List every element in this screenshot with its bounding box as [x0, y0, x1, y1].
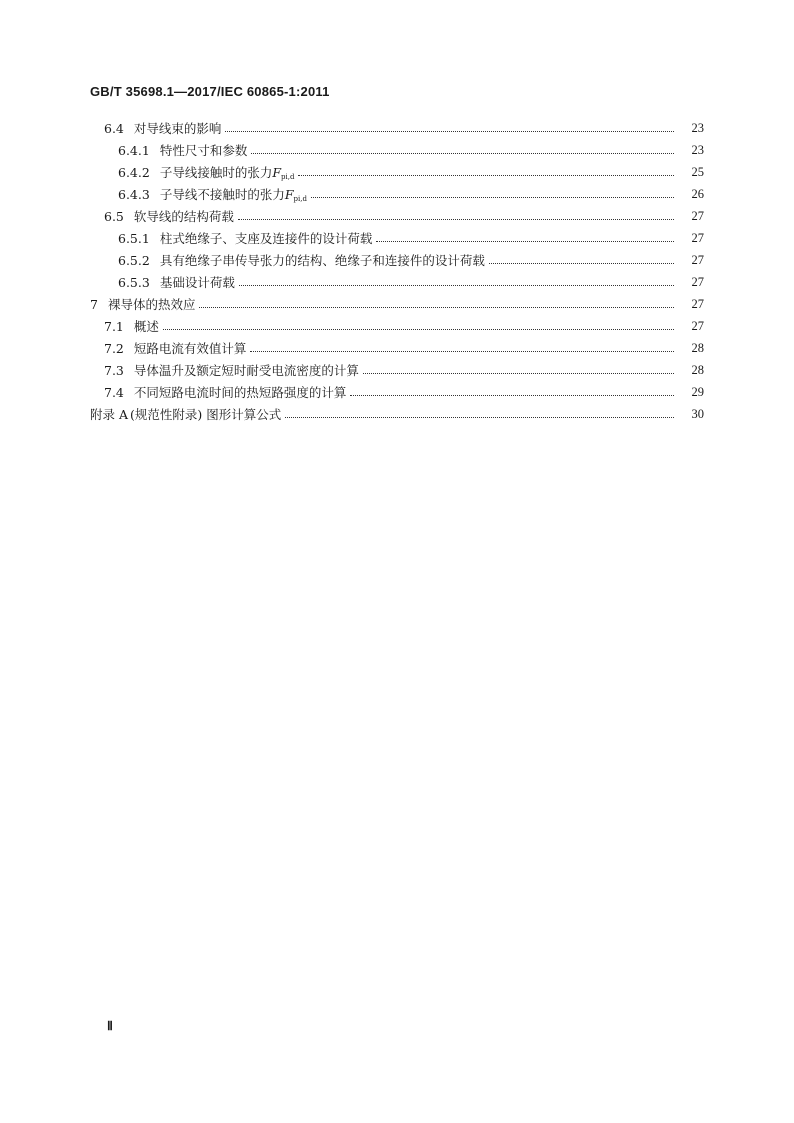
- toc-entry-6-4-3[interactable]: [0, 183, 794, 205]
- toc-entry-6-4[interactable]: [0, 117, 794, 139]
- toc-entry-7-4[interactable]: [0, 381, 794, 403]
- toc-leader: [225, 130, 674, 132]
- toc-page: 27: [691, 208, 704, 223]
- toc-title: 特性尺寸和参数: [159, 143, 248, 158]
- toc-title: 概述: [133, 319, 159, 334]
- toc-title: 子导线接触时的张力$F_{pi,d}$: [159, 165, 295, 181]
- toc-number: 7.4: [104, 384, 124, 400]
- toc-page: 27: [691, 274, 704, 289]
- toc-page: 26: [691, 186, 704, 201]
- toc-page: 23: [691, 142, 704, 157]
- toc-number: 6.4.1: [118, 142, 150, 158]
- toc-entry-6-4-2[interactable]: [0, 161, 794, 183]
- toc-page: 29: [691, 384, 704, 399]
- toc-number: 6.4.2: [118, 164, 150, 180]
- toc-leader: [238, 218, 674, 220]
- toc-title: 柱式绝缘子、支座及连接件的设计荷载: [159, 231, 373, 246]
- toc-number: 6.5.3: [118, 274, 150, 290]
- toc-title: (规范性附录) 图形计算公式: [130, 407, 282, 422]
- toc-leader: [239, 284, 674, 286]
- page-number-roman: Ⅱ: [107, 1019, 113, 1033]
- toc-title: 子导线不接触时的张力$F_{pi,d}$: [159, 187, 307, 203]
- toc-number: 7.1: [104, 318, 124, 334]
- force-subscript: pi,d: [281, 173, 295, 181]
- toc-number: 6.5: [104, 208, 124, 224]
- toc-entry-6-5-2[interactable]: [0, 249, 794, 271]
- toc-number: 7.2: [104, 340, 124, 356]
- force-subscript: pi,d: [293, 195, 307, 203]
- toc-leader: [285, 416, 674, 418]
- toc-number: 7.3: [104, 362, 124, 378]
- toc-page: 28: [691, 362, 704, 377]
- toc-title: 具有绝缘子串传导张力的结构、绝缘子和连接件的设计荷载: [159, 253, 485, 268]
- toc-leader: [311, 196, 674, 198]
- toc-title: 软导线的结构荷载: [133, 209, 234, 224]
- toc-leader: [489, 262, 674, 264]
- toc-entry-6-5-3[interactable]: [0, 271, 794, 293]
- toc-page: 27: [691, 318, 704, 333]
- toc-title: 导体温升及额定短时耐受电流密度的计算: [133, 363, 359, 378]
- toc-page: 30: [691, 406, 704, 421]
- toc-leader: [298, 174, 674, 176]
- toc-entry-7-3[interactable]: [0, 359, 794, 381]
- toc-title: 基础设计荷载: [159, 275, 235, 290]
- toc-entry-7-2[interactable]: [0, 337, 794, 359]
- toc-page: 27: [691, 230, 704, 245]
- toc-title: 对导线束的影响: [133, 121, 222, 136]
- toc-title: 裸导体的热效应: [107, 297, 196, 312]
- toc-entry-annex-a[interactable]: [0, 403, 794, 425]
- toc-leader: [163, 328, 674, 330]
- toc-page: 27: [691, 252, 704, 267]
- toc-title: 不同短路电流时间的热短路强度的计算: [133, 385, 347, 400]
- toc-entry-6-4-1[interactable]: [0, 139, 794, 161]
- document-header: GB/T 35698.1—2017/IEC 60865-1:2011: [90, 84, 330, 99]
- toc-page: 28: [691, 340, 704, 355]
- toc-page: 23: [691, 120, 704, 135]
- toc-number: 附录 A: [90, 407, 129, 422]
- toc-number: 6.4.3: [118, 186, 150, 202]
- toc-number: 7: [90, 296, 98, 312]
- toc-leader: [363, 372, 674, 374]
- toc-leader: [350, 394, 674, 396]
- force-symbol: F: [272, 165, 282, 180]
- toc-leader: [251, 152, 674, 154]
- toc-page: 27: [691, 296, 704, 311]
- toc-number: 6.4: [104, 120, 124, 136]
- toc-number: 6.5.1: [118, 230, 150, 246]
- toc-leader: [199, 306, 674, 308]
- toc-entry-6-5[interactable]: [0, 205, 794, 227]
- toc-entry-7-1[interactable]: [0, 315, 794, 337]
- force-symbol: F: [284, 187, 294, 202]
- toc-entry-6-5-1[interactable]: [0, 227, 794, 249]
- toc-title: 短路电流有效值计算: [133, 341, 247, 356]
- toc-entry-7[interactable]: [0, 293, 794, 315]
- toc-leader: [250, 350, 674, 352]
- toc-leader: [376, 240, 674, 242]
- toc-number: 6.5.2: [118, 252, 150, 268]
- toc-page: 25: [691, 164, 704, 179]
